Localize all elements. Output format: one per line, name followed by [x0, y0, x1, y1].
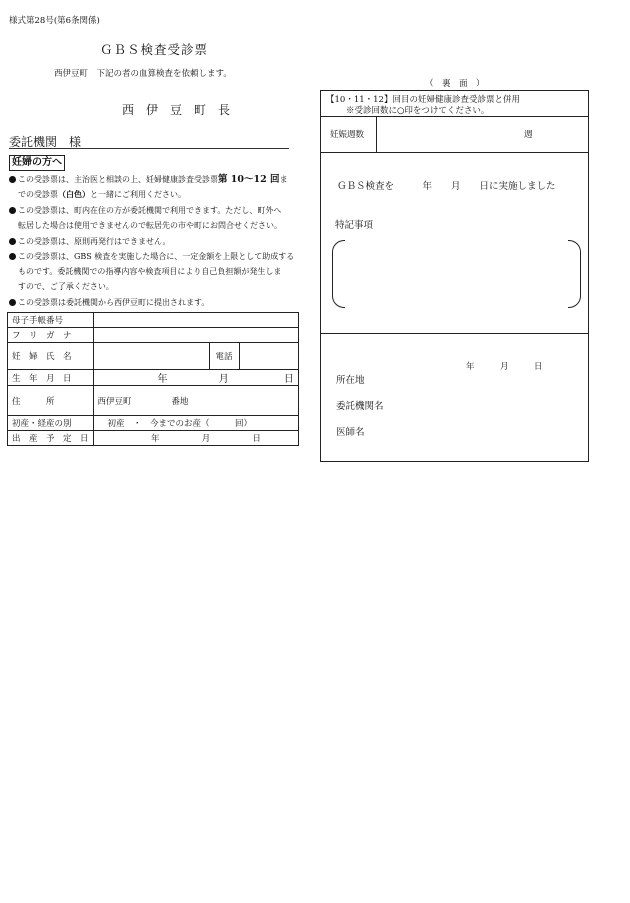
divider	[320, 116, 588, 117]
phone-label: 電話	[209, 343, 239, 370]
request-line: 西伊豆町 下記の者の血算検査を依頼します。	[54, 69, 232, 79]
patient-info-table	[7, 312, 299, 446]
phone-field[interactable]	[239, 343, 298, 370]
name-field[interactable]	[93, 343, 209, 370]
divider	[376, 116, 377, 152]
notice-item: この受診票は委託機関から西伊豆町に提出されます。	[9, 295, 299, 310]
due-field[interactable]: 年 月 日	[93, 431, 298, 446]
divider	[320, 152, 588, 153]
address-label: 住 所	[8, 386, 94, 416]
consignee-underline	[9, 148, 289, 149]
name-label: 妊 婦 氏 名	[8, 343, 94, 370]
consignee-label: 委託機関 様	[9, 135, 82, 149]
bullet-dot-icon	[9, 176, 16, 183]
dob-label: 生 年 月 日	[8, 370, 94, 386]
furigana-label: フ リ ガ ナ	[8, 328, 94, 343]
notice-item: この受診票は、原則再発行はできません。	[9, 234, 299, 249]
parity-field[interactable]: 初産 ・ 今までのお産（ 回）	[93, 416, 298, 431]
parity-label: 初産・経産の別	[8, 416, 94, 431]
back-side-label: （ 裏 面 ）	[425, 79, 485, 89]
page-title: ＧＢＳ検査受診票	[100, 42, 209, 57]
back-header-line2: ※受診回数に○印をつけてください。	[346, 106, 490, 116]
divider	[320, 333, 588, 334]
boshi-label: 母子手帳番号	[8, 313, 94, 328]
due-label: 出 産 予 定 日	[8, 431, 94, 446]
notice-heading: 妊婦の方へ	[9, 155, 65, 171]
back-header-line1: 【10・11・12】回目の妊婦健康診査受診票と併用	[326, 95, 520, 105]
notice-item: この受診票は、町内在住の方が委託機関で利用できます。ただし、町外へ 転居した場合は使用できませんので転居先の市や町にお問合せください。	[9, 203, 299, 233]
address-field[interactable]: 西伊豆町 番地	[93, 386, 298, 416]
form-number: 様式第28号(第6条関係)	[9, 16, 100, 26]
notice-item: この受診票は、主治医と相談の上、妊婦健康診査受診票第 10〜12 回ま での受診票（白色）と一緒にご利用ください。	[9, 172, 299, 202]
org-name-label: 委託機関名	[336, 401, 384, 412]
issue-date[interactable]: 年 月 日	[466, 362, 543, 372]
mayor-title: 西 伊 豆 町 長	[122, 103, 231, 117]
right-bracket-icon	[568, 240, 581, 308]
dob-field[interactable]: 年 月 日	[93, 370, 298, 386]
bullet-dot-icon	[9, 238, 16, 245]
bullet-dot-icon	[9, 299, 16, 306]
special-notes-field[interactable]	[346, 242, 566, 304]
weeks-unit[interactable]: 週	[524, 130, 533, 140]
bullet-dot-icon	[9, 207, 16, 214]
furigana-field[interactable]	[93, 328, 298, 343]
doctor-label: 医師名	[336, 427, 365, 438]
bullet-dot-icon	[9, 253, 16, 260]
notice-item: この受診票は、GBS 検査を実施した場合に、一定金額を上限として助成する ものです。委託機関での指導内容や検査項目により自己負担額が発生しま すので、ご了承ください。	[9, 249, 299, 294]
location-label: 所在地	[336, 375, 365, 386]
boshi-field[interactable]	[93, 313, 298, 328]
left-bracket-icon	[332, 240, 345, 308]
weeks-label: 妊娠週数	[330, 130, 365, 140]
gbs-done-line[interactable]: ＧＢＳ検査を 年 月 日に実施しました	[337, 181, 556, 192]
special-notes-label: 特記事項	[335, 220, 374, 231]
